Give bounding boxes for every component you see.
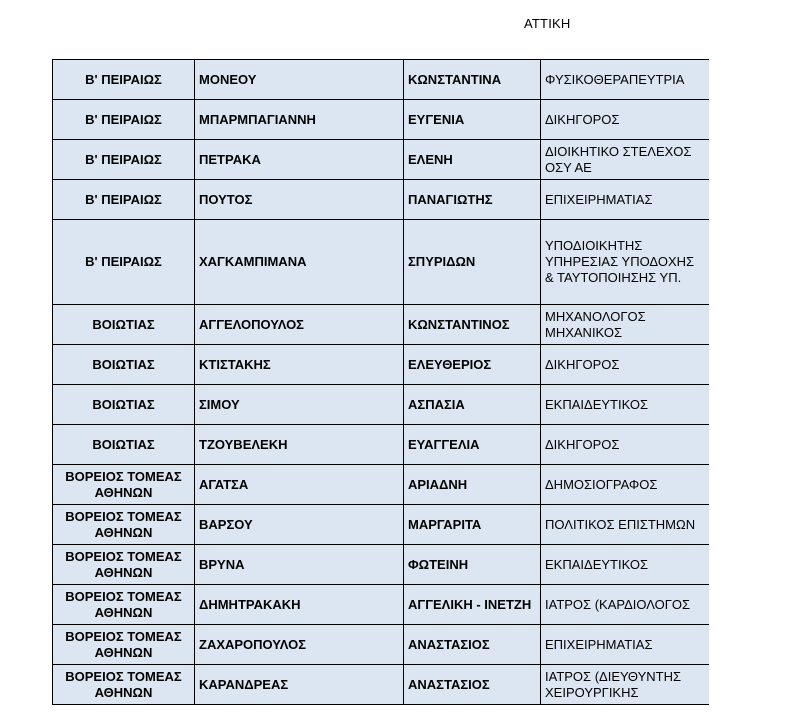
page-title: ΑΤΤΙΚΗ xyxy=(524,16,571,31)
surname-cell: ΜΟΝΕΟΥ xyxy=(195,60,404,100)
first-name-cell: ΕΛΕΥΘΕΡΙΟΣ xyxy=(404,345,541,385)
profession-cell: ΔΙΚΗΓΟΡΟΣ xyxy=(541,425,710,465)
profession-cell: ΕΚΠΑΙΔΕΥΤΙΚΟΣ xyxy=(541,545,710,585)
profession-cell: ΔΙΚΗΓΟΡΟΣ xyxy=(541,100,710,140)
region-cell: Β' ΠΕΙΡΑΙΩΣ xyxy=(53,100,195,140)
first-name-cell: ΑΣΠΑΣΙΑ xyxy=(404,385,541,425)
table-row xyxy=(53,345,710,385)
region-cell: ΒΟΡΕΙΟΣ ΤΟΜΕΑΣ ΑΘΗΝΩΝ xyxy=(53,665,195,705)
region-cell: ΒΟΡΕΙΟΣ ΤΟΜΕΑΣ ΑΘΗΝΩΝ xyxy=(53,505,195,545)
table-row xyxy=(53,465,710,505)
table-row xyxy=(53,180,710,220)
surname-cell: ΠΕΤΡΑΚΑ xyxy=(195,140,404,180)
profession-cell: ΙΑΤΡΟΣ (ΔΙΕΥΘΥΝΤΗΣ ΧΕΙΡΟΥΡΓΙΚΗΣ xyxy=(541,665,710,705)
surname-cell: ΠΟΥΤΟΣ xyxy=(195,180,404,220)
region-cell: ΒΟΡΕΙΟΣ ΤΟΜΕΑΣ ΑΘΗΝΩΝ xyxy=(53,585,195,625)
table-row xyxy=(53,545,710,585)
first-name-cell: ΑΡΙΑΔΝΗ xyxy=(404,465,541,505)
region-cell: ΒΟΙΩΤΙΑΣ xyxy=(53,425,195,465)
first-name-cell: ΕΥΓΕΝΙΑ xyxy=(404,100,541,140)
region-cell: ΒΟΡΕΙΟΣ ΤΟΜΕΑΣ ΑΘΗΝΩΝ xyxy=(53,625,195,665)
first-name-cell: ΑΝΑΣΤΑΣΙΟΣ xyxy=(404,665,541,705)
table-row xyxy=(53,220,710,305)
first-name-cell: ΚΩΝΣΤΑΝΤΙΝΑ xyxy=(404,60,541,100)
table-row xyxy=(53,60,710,100)
first-name-cell: ΚΩΝΣΤΑΝΤΙΝΟΣ xyxy=(404,305,541,345)
candidates-table xyxy=(52,59,709,705)
profession-cell: ΜΗΧΑΝΟΛΟΓΟΣ ΜΗΧΑΝΙΚΟΣ xyxy=(541,305,710,345)
region-cell: Β' ΠΕΙΡΑΙΩΣ xyxy=(53,180,195,220)
first-name-cell: ΕΛΕΝΗ xyxy=(404,140,541,180)
table-row xyxy=(53,100,710,140)
first-name-cell: ΑΝΑΣΤΑΣΙΟΣ xyxy=(404,625,541,665)
table-row xyxy=(53,505,710,545)
profession-cell: ΠΟΛΙΤΙΚΟΣ ΕΠΙΣΤΗΜΩΝ xyxy=(541,505,710,545)
table-row xyxy=(53,585,710,625)
table-row xyxy=(53,425,710,465)
profession-cell: ΕΚΠΑΙΔΕΥΤΙΚΟΣ xyxy=(541,385,710,425)
surname-cell: ΑΓΑΤΣΑ xyxy=(195,465,404,505)
profession-cell: ΕΠΙΧΕΙΡΗΜΑΤΙΑΣ xyxy=(541,180,710,220)
surname-cell: ΑΓΓΕΛΟΠΟΥΛΟΣ xyxy=(195,305,404,345)
profession-cell: ΙΑΤΡΟΣ (ΚΑΡΔΙΟΛΟΓΟΣ xyxy=(541,585,710,625)
region-cell: ΒΟΙΩΤΙΑΣ xyxy=(53,305,195,345)
table-row xyxy=(53,385,710,425)
surname-cell: ΜΠΑΡΜΠΑΓΙΑΝΝΗ xyxy=(195,100,404,140)
surname-cell: ΔΗΜΗΤΡΑΚΑΚΗ xyxy=(195,585,404,625)
first-name-cell: ΣΠΥΡΙΔΩΝ xyxy=(404,220,541,305)
profession-cell: ΕΠΙΧΕΙΡΗΜΑΤΙΑΣ xyxy=(541,625,710,665)
first-name-cell: ΜΑΡΓΑΡΙΤΑ xyxy=(404,505,541,545)
first-name-cell: ΦΩΤΕΙΝΗ xyxy=(404,545,541,585)
surname-cell: ΒΡΥΝΑ xyxy=(195,545,404,585)
profession-cell: ΔΙΟΙΚΗΤΙΚΟ ΣΤΕΛΕΧΟΣ ΟΣΥ ΑΕ xyxy=(541,140,710,180)
table-row xyxy=(53,665,710,705)
first-name-cell: ΑΓΓΕΛΙΚΗ - ΙΝΕΤΖΗ xyxy=(404,585,541,625)
surname-cell: ΒΑΡΣΟΥ xyxy=(195,505,404,545)
first-name-cell: ΕΥΑΓΓΕΛΙΑ xyxy=(404,425,541,465)
surname-cell: ΚΑΡΑΝΔΡΕΑΣ xyxy=(195,665,404,705)
surname-cell: ΤΖΟΥΒΕΛΕΚΗ xyxy=(195,425,404,465)
first-name-cell: ΠΑΝΑΓΙΩΤΗΣ xyxy=(404,180,541,220)
table-row xyxy=(53,305,710,345)
profession-cell: ΔΗΜΟΣΙΟΓΡΑΦΟΣ xyxy=(541,465,710,505)
surname-cell: ΖΑΧΑΡΟΠΟΥΛΟΣ xyxy=(195,625,404,665)
region-cell: ΒΟΡΕΙΟΣ ΤΟΜΕΑΣ ΑΘΗΝΩΝ xyxy=(53,545,195,585)
region-cell: ΒΟΙΩΤΙΑΣ xyxy=(53,345,195,385)
region-cell: ΒΟΙΩΤΙΑΣ xyxy=(53,385,195,425)
candidates-table-body xyxy=(53,60,710,705)
region-cell: Β' ΠΕΙΡΑΙΩΣ xyxy=(53,140,195,180)
region-cell: Β' ΠΕΙΡΑΙΩΣ xyxy=(53,220,195,305)
surname-cell: ΚΤΙΣΤΑΚΗΣ xyxy=(195,345,404,385)
surname-cell: ΧΑΓΚΑΜΠΙΜΑΝΑ xyxy=(195,220,404,305)
table-row xyxy=(53,140,710,180)
table-row xyxy=(53,625,710,665)
surname-cell: ΣΙΜΟΥ xyxy=(195,385,404,425)
profession-cell: ΔΙΚΗΓΟΡΟΣ xyxy=(541,345,710,385)
region-cell: ΒΟΡΕΙΟΣ ΤΟΜΕΑΣ ΑΘΗΝΩΝ xyxy=(53,465,195,505)
region-cell: Β' ΠΕΙΡΑΙΩΣ xyxy=(53,60,195,100)
profession-cell: ΥΠΟΔΙΟΙΚΗΤΗΣ ΥΠΗΡΕΣΙΑΣ ΥΠΟΔΟΧΗΣ & ΤΑΥΤΟΠΟΙΗΣΗΣ ΥΠ. xyxy=(541,220,710,305)
profession-cell: ΦΥΣΙΚΟΘΕΡΑΠΕΥΤΡΙΑ xyxy=(541,60,710,100)
